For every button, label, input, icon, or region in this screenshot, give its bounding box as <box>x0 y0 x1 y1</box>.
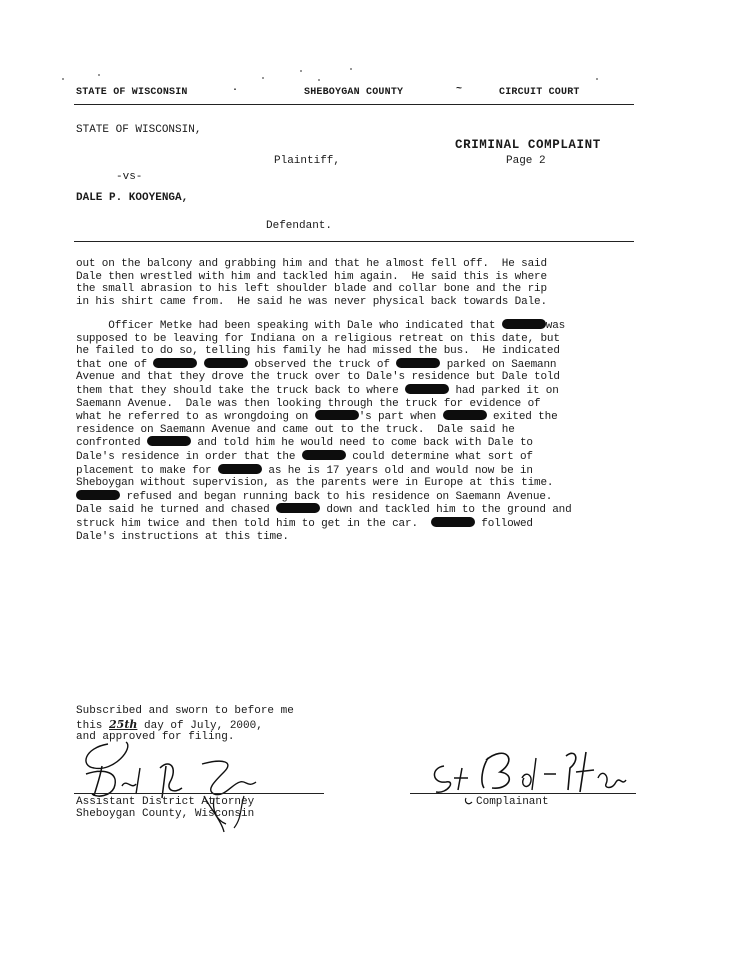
header-separator: · <box>232 85 239 96</box>
text-line: that one of observed the truck of parked on Saemann <box>76 358 557 371</box>
complainant-title: Complainant <box>476 796 549 808</box>
text-line: refused and began running back to his residence on Saemann Avenue. <box>76 490 651 504</box>
redaction-block <box>431 517 475 527</box>
redaction-block <box>405 384 449 394</box>
text-line: Dale said he turned and chased down and tackled him to the ground and <box>76 504 572 517</box>
scan-speck <box>350 68 352 70</box>
district-attorney-office: Sheboygan County, Wisconsin <box>76 808 255 820</box>
scan-speck <box>596 78 598 80</box>
scan-speck <box>262 77 264 79</box>
redaction-block <box>276 503 320 513</box>
handwritten-day: 25th <box>109 718 138 731</box>
text-line: Saemann Avenue. Dale was then looking through the truck for evidence of <box>76 397 541 410</box>
redaction-block <box>302 450 346 460</box>
document-title: CRIMINAL COMPLAINT <box>455 138 601 152</box>
text-line: confronted and told him he would need to come back with Dale to <box>76 437 533 450</box>
redaction-block <box>315 410 359 420</box>
text-line: them that they should take the truck back to where had parked it on <box>76 384 559 397</box>
text-line: Sheboygan without supervision, as the parents were in Europe at this time. <box>76 477 554 490</box>
scan-speck <box>300 70 302 72</box>
signature-line-left <box>74 793 324 794</box>
redaction-block <box>204 358 248 368</box>
text-line: Dale's residence in order that the could determine what sort of <box>76 450 533 463</box>
header-court: CIRCUIT COURT <box>499 87 580 98</box>
body-paragraph-1 <box>76 258 651 308</box>
scan-speck <box>62 78 64 80</box>
redaction-block <box>76 490 120 500</box>
text-line: struck him twice and then told him to get in the car. followed <box>76 517 533 530</box>
page-number: Page 2 <box>506 155 546 167</box>
district-attorney-title: Assistant District Attorney <box>76 796 255 808</box>
signature-line-right <box>410 793 636 794</box>
text-line: the small abrasion to his left shoulder blade and collar bone and the rip <box>76 283 547 296</box>
redaction-block <box>443 410 487 420</box>
redaction-block <box>396 358 440 368</box>
oath-line-1: Subscribed and sworn to before me <box>76 705 294 717</box>
text-line: Dale's instructions at this time. <box>76 530 289 543</box>
text-line: residence on Saemann Avenue and came out to the truck. Dale said he <box>76 423 515 436</box>
oath-line-3: and approved for filing. <box>76 731 235 743</box>
text-line: supposed to be leaving for Indiana on a religious retreat on this date, but <box>76 332 560 345</box>
header-separator: ~ <box>456 84 463 95</box>
text-line: he failed to do so, telling his family he had missed the bus. He indicated <box>76 345 560 358</box>
text-line: what he referred to as wrongdoing on 's part when exited the <box>76 411 558 424</box>
scan-speck <box>98 74 100 76</box>
text-line: placement to make for as he is 17 years old and would now be in <box>76 464 533 477</box>
text-line: Dale then wrestled with him and tackled him again. He said this is where <box>76 270 547 283</box>
oath-line-2: this 25th day of July, 2000, <box>76 718 263 732</box>
header-rule <box>74 104 634 105</box>
text-line: Avenue and that they drove the truck over to Dale's residence but Dale told <box>76 371 560 384</box>
plaintiff-name: STATE OF WISCONSIN, <box>76 124 202 136</box>
header-county: SHEBOYGAN COUNTY <box>304 87 404 98</box>
redaction-block <box>153 358 197 368</box>
caption-rule <box>74 241 634 242</box>
defendant-name: DALE P. KOOYENGA, <box>76 192 189 204</box>
redaction-block <box>147 436 191 446</box>
redaction-block <box>218 464 262 474</box>
scan-speck <box>318 79 320 81</box>
text-line: Officer Metke had been speaking with Dale who indicated that was <box>76 320 566 332</box>
plaintiff-role: Plaintiff, <box>274 155 341 167</box>
body-paragraph-2 <box>76 319 651 543</box>
defendant-role: Defendant. <box>266 220 333 232</box>
text-line: in his shirt came from. He said he was never physical back towards Dale. <box>76 295 547 308</box>
versus-label: -vs- <box>116 171 143 183</box>
header-state: STATE OF WISCONSIN <box>76 87 188 98</box>
redaction-block <box>502 319 546 329</box>
text-line: out on the balcony and grabbing him and that he almost fell off. He said <box>76 258 547 270</box>
